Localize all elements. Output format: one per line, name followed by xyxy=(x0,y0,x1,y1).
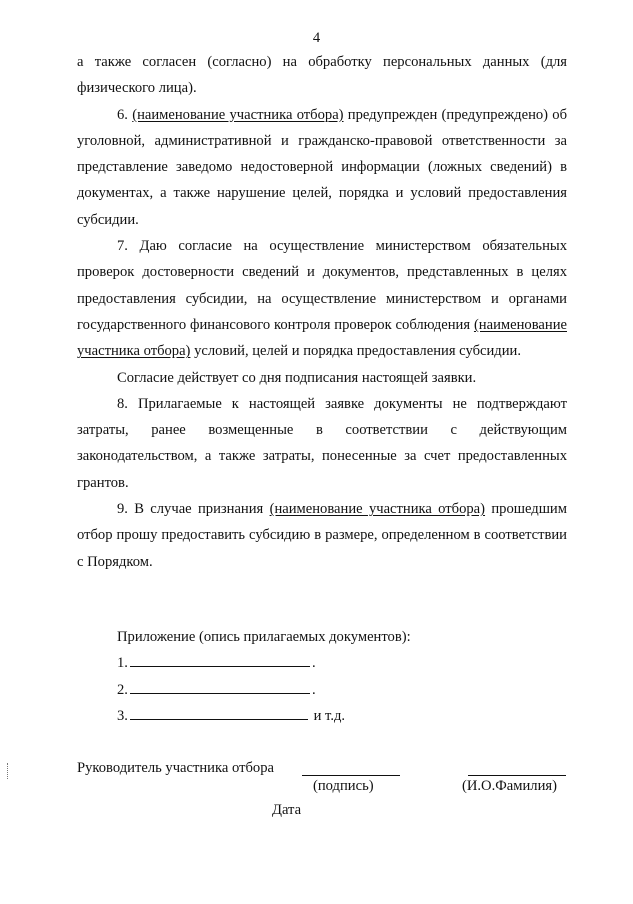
attachment-number: 3. xyxy=(117,707,128,724)
attachments-heading: Приложение (опись прилагаемых документов): xyxy=(117,629,411,645)
attachments-section xyxy=(117,624,411,729)
attachment-tail: и т.д. xyxy=(309,707,346,724)
paragraph-9-prefix: 9. В случае признания xyxy=(117,501,270,518)
attachment-item-2 xyxy=(117,677,411,703)
paragraph-9-subsidy-request xyxy=(77,496,567,575)
attachment-blank-line[interactable] xyxy=(130,704,308,720)
scan-artifact-mark xyxy=(7,763,11,779)
attachment-tail: . xyxy=(311,655,316,672)
attachment-blank-line[interactable] xyxy=(130,652,310,668)
date-label: Дата xyxy=(272,802,302,818)
attachment-number: 1. xyxy=(117,655,128,672)
paragraph-7-text: 7. Даю согласие на осуществление министерством обязательных проверок достоверности сведений и документов, представленных в целях предоставления субсидии, на осуществление министерством и органами государственного финансового контроля проверок соблюдения xyxy=(77,238,567,333)
paragraph-6-text: предупрежден (предупреждено) об уголовной, административной и гражданско-правовой ответственности за представление заведомо недостоверной информации (ложных сведений) в документах, а также нарушение целей, порядка и условий предоставления субсидии. xyxy=(77,106,568,228)
signature-line[interactable] xyxy=(302,775,400,776)
attachment-blank-line[interactable] xyxy=(130,678,310,694)
document-body xyxy=(77,49,567,575)
signatory-role-label: Руководитель участника отбора xyxy=(77,760,274,776)
paragraph-consent-validity: Согласие действует со дня подписания настоящей заявки. xyxy=(117,369,477,386)
signature-caption: (подпись) xyxy=(313,778,374,794)
name-line[interactable] xyxy=(468,775,566,776)
paragraph-7-inspection-consent xyxy=(77,233,567,364)
participant-name-placeholder: (наименование участника отбора) xyxy=(77,316,567,360)
attachment-item-3 xyxy=(117,703,411,729)
paragraph-7-tail: условий, целей и порядка предоставления субсидии. xyxy=(190,343,521,360)
paragraph-6-prefix: 6. xyxy=(117,106,133,123)
attachment-item-1 xyxy=(117,650,411,676)
participant-name-placeholder: (наименование участника отбора) xyxy=(269,501,486,518)
paragraph-9-text: прошедшим отбор прошу предоставить субсидию в размере, определенном в соответствии с Порядком. xyxy=(77,501,567,570)
paragraph-personal-data-consent: а также согласен (согласно) на обработку персональных данных (для физического лица). xyxy=(77,54,567,97)
participant-name-placeholder: (наименование участника отбора) xyxy=(132,106,344,123)
attachment-number: 2. xyxy=(117,681,128,698)
paragraph-6-liability xyxy=(77,102,567,233)
paragraph-8-attached-documents: 8. Прилагаемые к настоящей заявке документы не подтверждают затраты, ранее возмещенные в соответствии с действующим законодательством, а также затраты, понесенные за счет предоставленных грантов. xyxy=(77,395,567,491)
page-number: 4 xyxy=(312,30,321,46)
name-caption: (И.О.Фамилия) xyxy=(462,778,557,794)
attachment-tail: . xyxy=(311,681,316,698)
